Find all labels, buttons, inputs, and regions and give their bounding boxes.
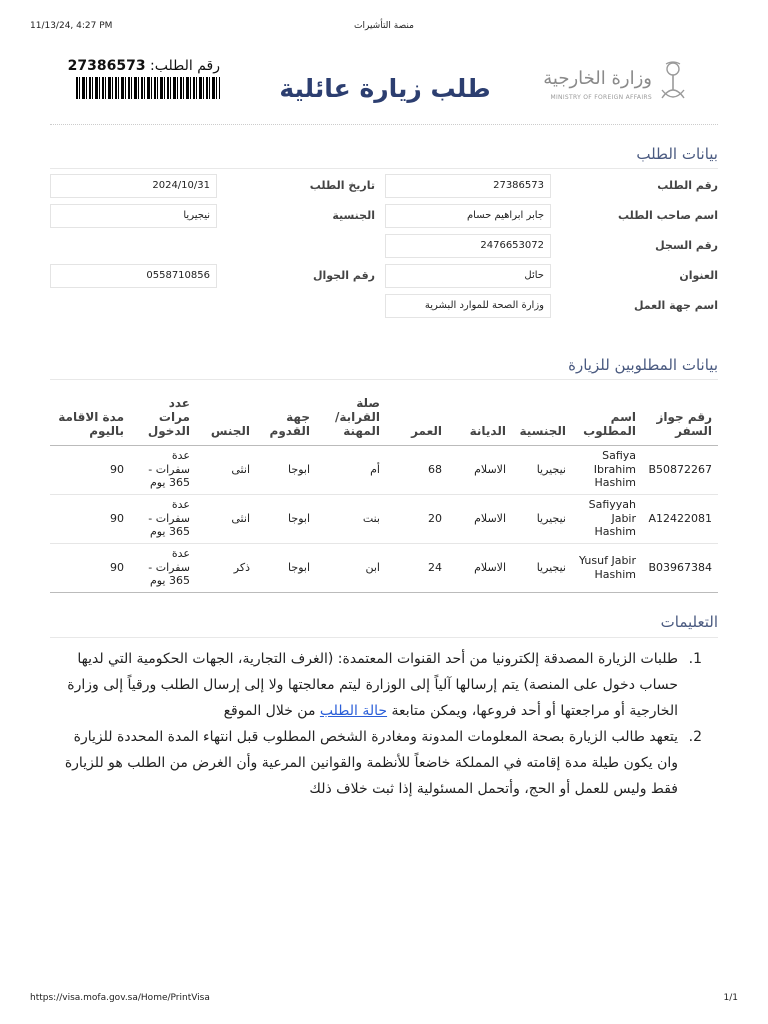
field-label: تاريخ الطلب <box>309 179 375 192</box>
duration-cell: 90 <box>50 494 130 543</box>
column-header: صلة القرابة/ المهنة <box>316 390 386 445</box>
field-mobile-number <box>50 264 375 288</box>
print-datetime: 11/13/24, 4:27 PM <box>30 21 113 31</box>
column-header: العمر <box>386 390 448 445</box>
visitors-section-title: بيانات المطلوبين للزيارة <box>568 356 718 374</box>
ministry-logo <box>543 60 688 110</box>
instructions-section-divider <box>50 637 718 638</box>
field-label: العنوان <box>679 269 718 282</box>
instruction-item <box>55 724 702 802</box>
column-header: مدة الاقامة باليوم <box>50 390 130 445</box>
emblem-icon <box>658 60 688 110</box>
field-value: 0558710856 <box>50 264 217 288</box>
field-applicant-name <box>385 204 718 228</box>
relation-cell: أم <box>316 445 386 494</box>
origin-cell: ابوجا <box>256 494 316 543</box>
nationality-cell: نيجيريا <box>512 543 572 592</box>
entries-cell: عدة سفرات - 365 يوم <box>130 543 196 592</box>
gender-cell: انثى <box>196 445 256 494</box>
field-employer-name <box>385 294 718 318</box>
print-page-title: منصة التأشيرات <box>354 21 414 31</box>
column-header: الجنسية <box>512 390 572 445</box>
table-row <box>50 494 718 543</box>
visitors-section-divider <box>50 379 718 380</box>
religion-cell: الاسلام <box>448 494 512 543</box>
visitors-table <box>50 390 718 593</box>
instructions-section-title: التعليمات <box>660 613 718 631</box>
logo-subtitle: MINISTRY OF FOREIGN AFFAIRS <box>550 94 652 101</box>
print-url: https://visa.mofa.gov.sa/Home/PrintVisa <box>30 993 210 1003</box>
entries-cell: عدة سفرات - 365 يوم <box>130 445 196 494</box>
entries-cell: عدة سفرات - 365 يوم <box>130 494 196 543</box>
field-value: جابر ابراهيم حسام <box>385 204 551 228</box>
field-label: رقم السجل <box>655 239 718 252</box>
age-cell: 24 <box>386 543 448 592</box>
request-section-title: بيانات الطلب <box>636 145 718 163</box>
field-value: 2476653072 <box>385 234 551 258</box>
column-header: جهة القدوم <box>256 390 316 445</box>
passport-cell: B50872267 <box>642 445 718 494</box>
gender-cell: ذكر <box>196 543 256 592</box>
instruction-item <box>55 646 702 724</box>
header-divider <box>50 124 718 125</box>
relation-cell: بنت <box>316 494 386 543</box>
name-cell: Yusuf Jabir Hashim <box>572 543 642 592</box>
field-label: اسم صاحب الطلب <box>618 209 718 222</box>
relation-cell: ابن <box>316 543 386 592</box>
instruction-text-tail: من خلال الموقع <box>223 703 320 719</box>
column-header: الجنس <box>196 390 256 445</box>
field-request-number <box>385 174 718 198</box>
field-label: اسم جهة العمل <box>633 299 718 312</box>
column-header: الديانة <box>448 390 512 445</box>
field-value: 27386573 <box>385 174 551 198</box>
duration-cell: 90 <box>50 543 130 592</box>
document-header <box>50 50 718 120</box>
request-section-divider <box>50 168 718 169</box>
instruction-text: طلبات الزيارة المصدقة إلكترونيا من أحد القنوات المعتمدة: (الغرف التجارية، الجهات الحكومية التي لديها حساب دخول على المنصة) يتم إرسالها آلياً إلى الوزارة ليتم معالجتها ولا إلى إرسال الطلب ورقياً إلى وزارة الخارجية أو مراجعتها أو أحد فروعها، ويمكن متابعة <box>67 651 678 719</box>
origin-cell: ابوجا <box>256 543 316 592</box>
religion-cell: الاسلام <box>448 543 512 592</box>
field-nationality <box>50 204 375 228</box>
name-cell: Safiya Ibrahim Hashim <box>572 445 642 494</box>
instructions-list <box>55 646 702 802</box>
field-address <box>385 264 718 288</box>
field-value: حائل <box>385 264 551 288</box>
column-header: عدد مرات الدخول <box>130 390 196 445</box>
column-header: اسم المطلوب <box>572 390 642 445</box>
instruction-text: يتعهد طالب الزيارة بصحة المعلومات المدونة ومغادرة الشخص المطلوب قبل انتهاء المدة المحددة للزيارة وان يكون طيلة مدة إقامته في المملكة خاضعاً للأنظمة والقوانين المرعية وأن الغرض من الطلب هو للزيارة فقط وليس للعمل أو الحج، وأتحمل المسئولية إذا ثبت خلاف ذلك <box>64 729 678 797</box>
reference-line <box>67 58 220 74</box>
origin-cell: ابوجا <box>256 445 316 494</box>
name-cell: Safiyyah Jabir Hashim <box>572 494 642 543</box>
field-value: 2024/10/31 <box>50 174 217 198</box>
field-label: الجنسية <box>332 209 375 222</box>
age-cell: 68 <box>386 445 448 494</box>
reference-block <box>67 58 220 99</box>
passport-cell: B03967384 <box>642 543 718 592</box>
field-label: رقم الجوال <box>312 269 375 282</box>
nationality-cell: نيجيريا <box>512 445 572 494</box>
logo-text: وزارة الخارجية <box>543 68 652 89</box>
request-status-link[interactable]: حالة الطلب <box>319 703 388 719</box>
table-row <box>50 543 718 592</box>
field-value: نيجيريا <box>50 204 217 228</box>
field-record-number <box>385 234 718 258</box>
instruction-number: 1. <box>688 651 702 667</box>
barcode <box>76 77 220 99</box>
column-header: رقم جواز السفر <box>642 390 718 445</box>
passport-cell: A12422081 <box>642 494 718 543</box>
document-title: طلب زيارة عائلية <box>279 74 491 103</box>
field-request-date <box>50 174 375 198</box>
reference-label: رقم الطلب: <box>150 58 220 74</box>
field-label: رقم الطلب <box>657 179 718 192</box>
age-cell: 20 <box>386 494 448 543</box>
table-row <box>50 445 718 494</box>
field-value: وزارة الصحة للموارد البشرية <box>385 294 551 318</box>
religion-cell: الاسلام <box>448 445 512 494</box>
print-page-number: 1/1 <box>723 993 738 1003</box>
nationality-cell: نيجيريا <box>512 494 572 543</box>
gender-cell: انثى <box>196 494 256 543</box>
reference-number: 27386573 <box>67 58 146 74</box>
duration-cell: 90 <box>50 445 130 494</box>
table-header-row <box>50 390 718 445</box>
instruction-number: 2. <box>688 729 702 745</box>
